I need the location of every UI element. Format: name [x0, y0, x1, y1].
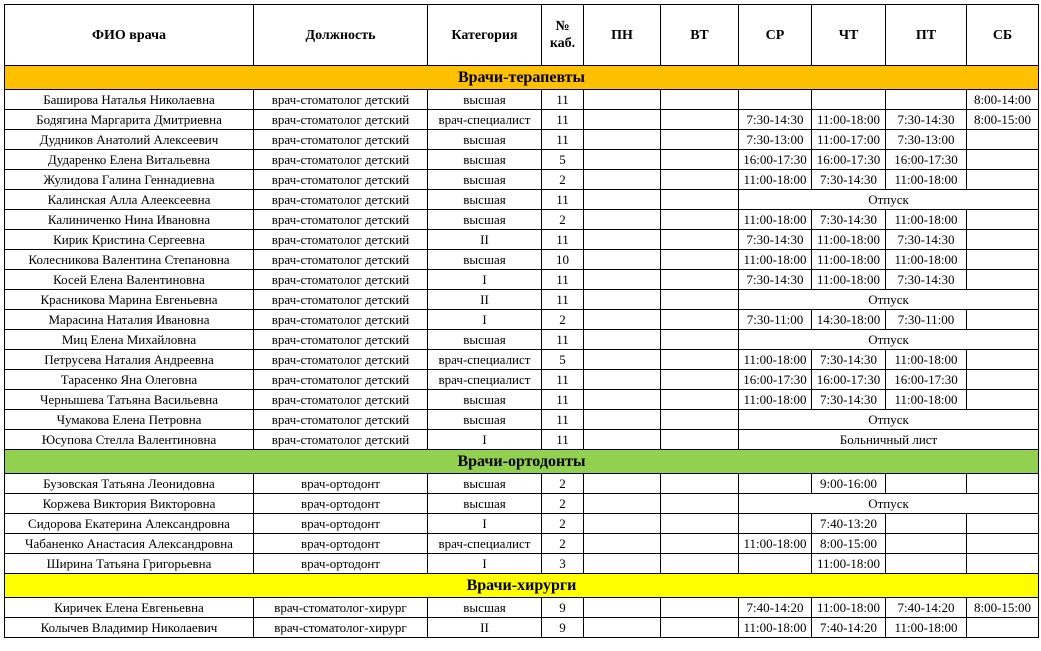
category-cell: врач-специалист [428, 370, 542, 390]
category-cell: высшая [428, 410, 542, 430]
thursday-cell: 11:00-18:00 [812, 598, 886, 618]
room-cell: 2 [542, 310, 584, 330]
table-header [5, 5, 1039, 66]
status-note-cell: Отпуск [739, 410, 1039, 430]
monday-cell [584, 554, 661, 574]
monday-cell [584, 150, 661, 170]
header-room: № каб. [542, 5, 584, 66]
position-cell: врач-стоматолог детский [254, 190, 428, 210]
saturday-cell [967, 170, 1039, 190]
thursday-cell: 7:30-14:30 [812, 170, 886, 190]
position-cell: врач-стоматолог детский [254, 230, 428, 250]
header-category: Категория [428, 5, 542, 66]
friday-cell: 16:00-17:30 [886, 370, 967, 390]
tuesday-cell [661, 330, 739, 350]
table-row [5, 110, 1039, 130]
friday-cell: 7:30-14:30 [886, 110, 967, 130]
friday-cell: 7:30-14:30 [886, 230, 967, 250]
saturday-cell [967, 618, 1039, 638]
status-note-cell: Отпуск [739, 190, 1039, 210]
tuesday-cell [661, 598, 739, 618]
room-cell: 2 [542, 170, 584, 190]
doctor-name-cell: Бузовская Татьяна Леонидовна [5, 474, 254, 494]
tuesday-cell [661, 150, 739, 170]
friday-cell [886, 554, 967, 574]
category-cell: высшая [428, 170, 542, 190]
doctor-name-cell: Колесникова Валентина Степановна [5, 250, 254, 270]
monday-cell [584, 310, 661, 330]
position-cell: врач-ортодонт [254, 474, 428, 494]
room-cell: 5 [542, 150, 584, 170]
saturday-cell: 8:00-15:00 [967, 598, 1039, 618]
status-note-cell: Отпуск [739, 494, 1039, 514]
category-cell: I [428, 554, 542, 574]
monday-cell [584, 90, 661, 110]
room-cell: 11 [542, 90, 584, 110]
monday-cell [584, 390, 661, 410]
category-cell: высшая [428, 90, 542, 110]
friday-cell: 7:30-13:00 [886, 130, 967, 150]
position-cell: врач-стоматолог детский [254, 330, 428, 350]
doctor-name-cell: Бодягина Маргарита Дмитриевна [5, 110, 254, 130]
thursday-cell: 11:00-18:00 [812, 110, 886, 130]
friday-cell: 7:30-11:00 [886, 310, 967, 330]
header-position: Должность [254, 5, 428, 66]
monday-cell [584, 410, 661, 430]
category-cell: II [428, 290, 542, 310]
tuesday-cell [661, 430, 739, 450]
monday-cell [584, 230, 661, 250]
room-cell: 9 [542, 598, 584, 618]
tuesday-cell [661, 310, 739, 330]
doctor-name-cell: Колычев Владимир Николаевич [5, 618, 254, 638]
table-row [5, 618, 1039, 638]
tuesday-cell [661, 90, 739, 110]
tuesday-cell [661, 618, 739, 638]
doctor-name-cell: Коржева Виктория Викторовна [5, 494, 254, 514]
position-cell: врач-стоматолог детский [254, 210, 428, 230]
room-cell: 11 [542, 190, 584, 210]
room-cell: 2 [542, 514, 584, 534]
table-row [5, 150, 1039, 170]
position-cell: врач-стоматолог детский [254, 410, 428, 430]
monday-cell [584, 430, 661, 450]
category-cell: высшая [428, 330, 542, 350]
room-cell: 11 [542, 270, 584, 290]
room-cell: 2 [542, 474, 584, 494]
tuesday-cell [661, 230, 739, 250]
monday-cell [584, 270, 661, 290]
monday-cell [584, 110, 661, 130]
room-cell: 2 [542, 494, 584, 514]
thursday-cell: 7:30-14:30 [812, 350, 886, 370]
tuesday-cell [661, 410, 739, 430]
table-row [5, 494, 1039, 514]
wednesday-cell [739, 474, 812, 494]
category-cell: I [428, 310, 542, 330]
position-cell: врач-стоматолог детский [254, 290, 428, 310]
monday-cell [584, 598, 661, 618]
doctor-name-cell: Миц Елена Михайловна [5, 330, 254, 350]
friday-cell [886, 90, 967, 110]
category-cell: высшая [428, 494, 542, 514]
wednesday-cell: 11:00-18:00 [739, 210, 812, 230]
friday-cell: 11:00-18:00 [886, 350, 967, 370]
category-cell: II [428, 618, 542, 638]
room-cell: 11 [542, 370, 584, 390]
monday-cell [584, 330, 661, 350]
thursday-cell: 9:00-16:00 [812, 474, 886, 494]
doctor-name-cell: Дударенко Елена Витальевна [5, 150, 254, 170]
tuesday-cell [661, 390, 739, 410]
position-cell: врач-ортодонт [254, 534, 428, 554]
doctor-name-cell: Чабаненко Анастасия Александровна [5, 534, 254, 554]
saturday-cell [967, 370, 1039, 390]
thursday-cell [812, 90, 886, 110]
position-cell: врач-ортодонт [254, 514, 428, 534]
room-cell: 2 [542, 210, 584, 230]
category-cell: высшая [428, 150, 542, 170]
wednesday-cell: 7:30-14:30 [739, 110, 812, 130]
friday-cell: 11:00-18:00 [886, 618, 967, 638]
doctor-name-cell: Кирик Кристина Сергеевна [5, 230, 254, 250]
doctor-name-cell: Чернышева Татьяна Васильевна [5, 390, 254, 410]
saturday-cell [967, 390, 1039, 410]
saturday-cell [967, 474, 1039, 494]
category-cell: врач-специалист [428, 534, 542, 554]
doctor-name-cell: Марасина Наталия Ивановна [5, 310, 254, 330]
wednesday-cell [739, 90, 812, 110]
category-cell: врач-специалист [428, 350, 542, 370]
header-tuesday: ВТ [661, 5, 739, 66]
tuesday-cell [661, 494, 739, 514]
room-cell: 11 [542, 230, 584, 250]
status-note-cell: Отпуск [739, 290, 1039, 310]
header-wednesday: СР [739, 5, 812, 66]
thursday-cell: 11:00-18:00 [812, 554, 886, 574]
tuesday-cell [661, 514, 739, 534]
friday-cell: 7:30-14:30 [886, 270, 967, 290]
room-cell: 5 [542, 350, 584, 370]
tuesday-cell [661, 554, 739, 574]
doctor-name-cell: Жулидова Галина Геннадиевна [5, 170, 254, 190]
monday-cell [584, 250, 661, 270]
saturday-cell [967, 350, 1039, 370]
wednesday-cell [739, 554, 812, 574]
thursday-cell: 7:40-14:20 [812, 618, 886, 638]
tuesday-cell [661, 210, 739, 230]
thursday-cell: 16:00-17:30 [812, 150, 886, 170]
monday-cell [584, 290, 661, 310]
doctor-name-cell: Тарасенко Яна Олеговна [5, 370, 254, 390]
saturday-cell [967, 250, 1039, 270]
wednesday-cell: 7:30-14:30 [739, 230, 812, 250]
friday-cell: 16:00-17:30 [886, 150, 967, 170]
header-row [5, 5, 1039, 66]
saturday-cell [967, 554, 1039, 574]
section-header-row [5, 66, 1039, 90]
doctor-name-cell: Чумакова Елена Петровна [5, 410, 254, 430]
table-row [5, 210, 1039, 230]
monday-cell [584, 494, 661, 514]
saturday-cell [967, 514, 1039, 534]
thursday-cell: 11:00-18:00 [812, 230, 886, 250]
room-cell: 11 [542, 430, 584, 450]
position-cell: врач-стоматолог-хирург [254, 618, 428, 638]
category-cell: высшая [428, 390, 542, 410]
status-note-cell: Больничный лист [739, 430, 1039, 450]
section-header-row [5, 450, 1039, 474]
position-cell: врач-стоматолог детский [254, 250, 428, 270]
position-cell: врач-стоматолог детский [254, 130, 428, 150]
category-cell: II [428, 230, 542, 250]
table-row [5, 170, 1039, 190]
table-row [5, 350, 1039, 370]
doctor-name-cell: Киричек Елена Евгеньевна [5, 598, 254, 618]
category-cell: высшая [428, 190, 542, 210]
category-cell: врач-специалист [428, 110, 542, 130]
tuesday-cell [661, 130, 739, 150]
table-row [5, 130, 1039, 150]
saturday-cell: 8:00-15:00 [967, 110, 1039, 130]
position-cell: врач-стоматолог детский [254, 390, 428, 410]
tuesday-cell [661, 250, 739, 270]
saturday-cell [967, 210, 1039, 230]
wednesday-cell: 7:40-14:20 [739, 598, 812, 618]
wednesday-cell: 11:00-18:00 [739, 250, 812, 270]
room-cell: 11 [542, 130, 584, 150]
wednesday-cell: 7:30-14:30 [739, 270, 812, 290]
monday-cell [584, 474, 661, 494]
category-cell: высшая [428, 250, 542, 270]
tuesday-cell [661, 270, 739, 290]
wednesday-cell: 7:30-13:00 [739, 130, 812, 150]
saturday-cell [967, 310, 1039, 330]
room-cell: 11 [542, 410, 584, 430]
wednesday-cell: 11:00-18:00 [739, 170, 812, 190]
table-row [5, 290, 1039, 310]
tuesday-cell [661, 170, 739, 190]
doctor-name-cell: Косей Елена Валентиновна [5, 270, 254, 290]
room-cell: 9 [542, 618, 584, 638]
monday-cell [584, 350, 661, 370]
position-cell: врач-ортодонт [254, 494, 428, 514]
category-cell: высшая [428, 598, 542, 618]
monday-cell [584, 130, 661, 150]
category-cell: высшая [428, 130, 542, 150]
header-friday: ПТ [886, 5, 967, 66]
wednesday-cell [739, 514, 812, 534]
tuesday-cell [661, 350, 739, 370]
position-cell: врач-стоматолог детский [254, 430, 428, 450]
doctor-schedule-table [4, 4, 1039, 638]
room-cell: 2 [542, 534, 584, 554]
table-row [5, 534, 1039, 554]
friday-cell: 11:00-18:00 [886, 210, 967, 230]
table-row [5, 230, 1039, 250]
friday-cell [886, 534, 967, 554]
room-cell: 11 [542, 290, 584, 310]
section-title: Врачи-хирурги [5, 574, 1039, 598]
monday-cell [584, 514, 661, 534]
thursday-cell: 11:00-18:00 [812, 250, 886, 270]
table-row [5, 514, 1039, 534]
wednesday-cell: 7:30-11:00 [739, 310, 812, 330]
saturday-cell [967, 230, 1039, 250]
thursday-cell: 7:40-13:20 [812, 514, 886, 534]
tuesday-cell [661, 474, 739, 494]
thursday-cell: 7:30-14:30 [812, 390, 886, 410]
tuesday-cell [661, 534, 739, 554]
wednesday-cell: 11:00-18:00 [739, 350, 812, 370]
table-row [5, 430, 1039, 450]
saturday-cell [967, 150, 1039, 170]
table-row [5, 554, 1039, 574]
doctor-name-cell: Калинская Алла Алеексеевна [5, 190, 254, 210]
doctor-name-cell: Красникова Марина Евгеньевна [5, 290, 254, 310]
position-cell: врач-стоматолог-хирург [254, 598, 428, 618]
wednesday-cell: 11:00-18:00 [739, 390, 812, 410]
wednesday-cell: 11:00-18:00 [739, 534, 812, 554]
position-cell: врач-стоматолог детский [254, 170, 428, 190]
category-cell: высшая [428, 210, 542, 230]
monday-cell [584, 534, 661, 554]
header-monday: ПН [584, 5, 661, 66]
position-cell: врач-стоматолог детский [254, 370, 428, 390]
thursday-cell: 8:00-15:00 [812, 534, 886, 554]
category-cell: высшая [428, 474, 542, 494]
friday-cell: 11:00-18:00 [886, 250, 967, 270]
thursday-cell: 14:30-18:00 [812, 310, 886, 330]
section-title: Врачи-ортодонты [5, 450, 1039, 474]
section-title: Врачи-терапевты [5, 66, 1039, 90]
position-cell: врач-стоматолог детский [254, 270, 428, 290]
room-cell: 3 [542, 554, 584, 574]
thursday-cell: 7:30-14:30 [812, 210, 886, 230]
category-cell: I [428, 514, 542, 534]
friday-cell: 11:00-18:00 [886, 390, 967, 410]
room-cell: 11 [542, 110, 584, 130]
doctor-name-cell: Баширова Наталья Николаевна [5, 90, 254, 110]
tuesday-cell [661, 190, 739, 210]
doctor-name-cell: Ширина Татьяна Григорьевна [5, 554, 254, 574]
section-header-row [5, 574, 1039, 598]
position-cell: врач-стоматолог детский [254, 310, 428, 330]
table-row [5, 310, 1039, 330]
position-cell: врач-стоматолог детский [254, 90, 428, 110]
saturday-cell [967, 270, 1039, 290]
wednesday-cell: 16:00-17:30 [739, 150, 812, 170]
table-row [5, 598, 1039, 618]
thursday-cell: 16:00-17:30 [812, 370, 886, 390]
room-cell: 10 [542, 250, 584, 270]
table-row [5, 410, 1039, 430]
category-cell: I [428, 430, 542, 450]
saturday-cell [967, 130, 1039, 150]
doctor-name-cell: Калиниченко Нина Ивановна [5, 210, 254, 230]
tuesday-cell [661, 290, 739, 310]
doctor-name-cell: Юсупова Стелла Валентиновна [5, 430, 254, 450]
friday-cell [886, 514, 967, 534]
saturday-cell: 8:00-14:00 [967, 90, 1039, 110]
saturday-cell [967, 534, 1039, 554]
monday-cell [584, 170, 661, 190]
header-thursday: ЧТ [812, 5, 886, 66]
table-row [5, 330, 1039, 350]
table-row [5, 390, 1039, 410]
table-row [5, 190, 1039, 210]
table-row [5, 250, 1039, 270]
wednesday-cell: 11:00-18:00 [739, 618, 812, 638]
position-cell: врач-стоматолог детский [254, 150, 428, 170]
monday-cell [584, 370, 661, 390]
monday-cell [584, 210, 661, 230]
table-body [5, 66, 1039, 638]
doctor-name-cell: Петрусева Наталия Андреевна [5, 350, 254, 370]
room-cell: 11 [542, 330, 584, 350]
room-cell: 11 [542, 390, 584, 410]
tuesday-cell [661, 370, 739, 390]
thursday-cell: 11:00-18:00 [812, 270, 886, 290]
table-row [5, 474, 1039, 494]
position-cell: врач-стоматолог детский [254, 350, 428, 370]
wednesday-cell: 16:00-17:30 [739, 370, 812, 390]
header-saturday: СБ [967, 5, 1039, 66]
status-note-cell: Отпуск [739, 330, 1039, 350]
table-row [5, 370, 1039, 390]
category-cell: I [428, 270, 542, 290]
header-doctor-name: ФИО врача [5, 5, 254, 66]
position-cell: врач-стоматолог детский [254, 110, 428, 130]
doctor-name-cell: Сидорова Екатерина Александровна [5, 514, 254, 534]
table-row [5, 270, 1039, 290]
monday-cell [584, 190, 661, 210]
position-cell: врач-ортодонт [254, 554, 428, 574]
doctor-name-cell: Дудников Анатолий Алексеевич [5, 130, 254, 150]
tuesday-cell [661, 110, 739, 130]
monday-cell [584, 618, 661, 638]
friday-cell: 7:40-14:20 [886, 598, 967, 618]
friday-cell [886, 474, 967, 494]
table-row [5, 90, 1039, 110]
thursday-cell: 11:00-17:00 [812, 130, 886, 150]
friday-cell: 11:00-18:00 [886, 170, 967, 190]
